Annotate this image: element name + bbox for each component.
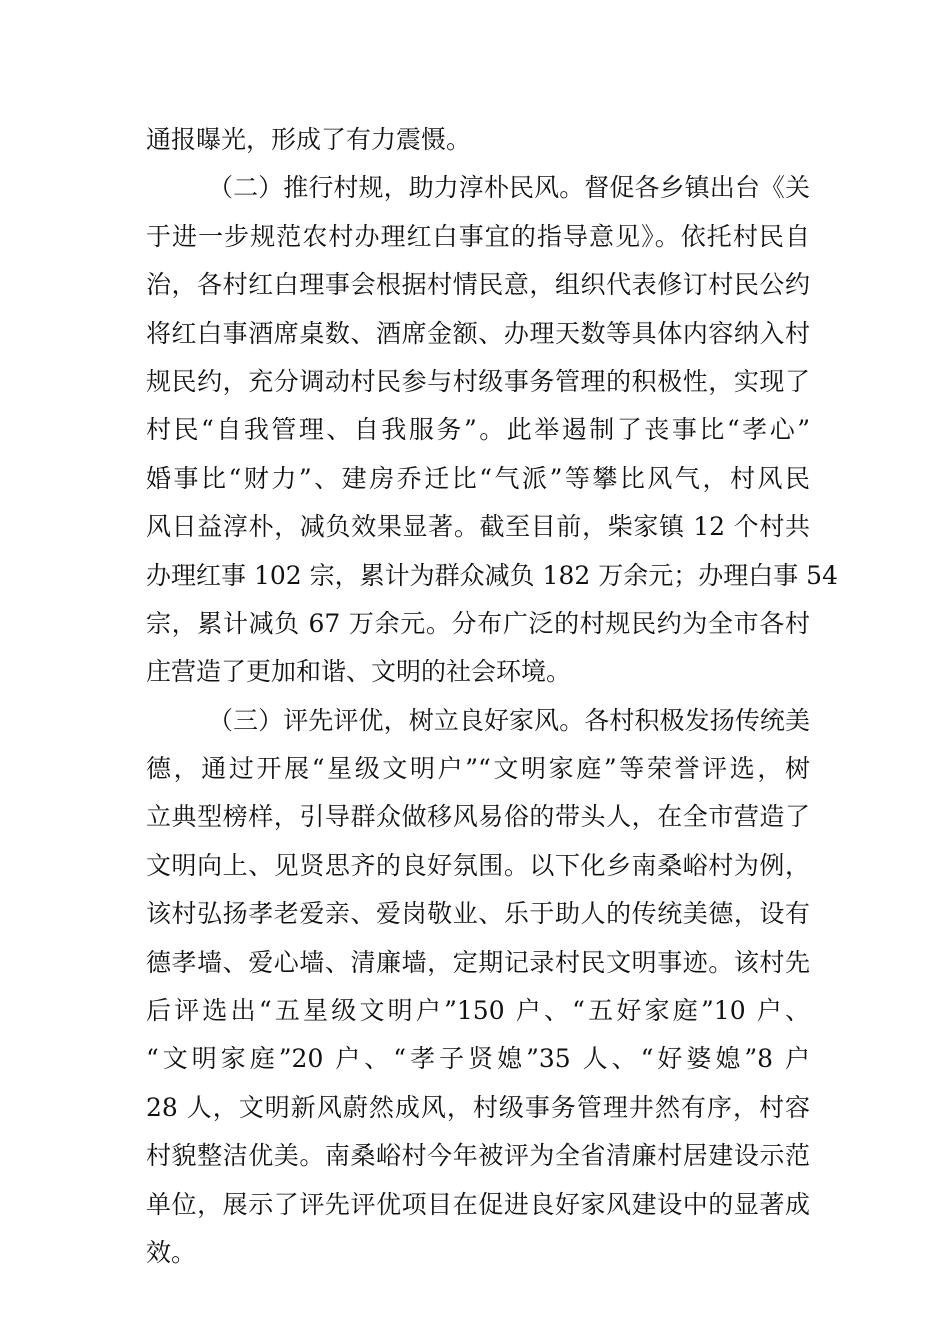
text-line: 风日益淳朴，减负效果显著。截至目前，柴家镇 12 个村共	[146, 512, 810, 542]
text-line: 村民“自我管理、自我服务”。此举遏制了丧事比“孝心”	[146, 415, 810, 445]
text-line: 办理红事 102 宗，累计为群众减负 182 万余元；办理白事 54	[146, 560, 838, 590]
text-line: 德孝墙、爱心墙、清廉墙，定期记录村民文明事迹。该村先	[146, 947, 810, 977]
text-line: 该村弘扬孝老爱亲、爱岗敬业、乐于助人的传统美德，设有	[146, 899, 810, 929]
text-line: 后评选出“五星级文明户”150 户、“五好家庭”10 户、	[146, 996, 810, 1026]
document-body	[146, 116, 838, 1277]
text-line: “文明家庭”20 户、“孝子贤媳”35 人、“好婆媳”8 户	[146, 1044, 810, 1074]
text-line: 德，通过开展“星级文明户”“文明家庭”等荣誉评选，树	[146, 754, 810, 784]
text-line: 将红白事酒席桌数、酒席金额、办理天数等具体内容纳入村	[146, 318, 810, 348]
text-line: 规民约，充分调动村民参与村级事务管理的积极性，实现了	[146, 366, 810, 396]
text-line: （三）评先评优，树立良好家风。各村积极发扬传统美	[208, 705, 810, 735]
text-line: 庄营造了更加和谐、文明的社会环境。	[146, 657, 572, 687]
text-line: 宗，累计减负 67 万余元。分布广泛的村规民约为全市各村	[146, 608, 810, 638]
text-line: 28 人，文明新风蔚然成风，村级事务管理井然有序，村容	[146, 1092, 810, 1122]
text-line: 通报曝光，形成了有力震慑。	[146, 125, 472, 154]
text-line: 治，各村红白理事会根据村情民意，组织代表修订村民公约	[146, 270, 810, 300]
text-line: 婚事比“财力”、建房乔迁比“气派”等攀比风气，村风民	[146, 463, 810, 493]
text-line: 立典型榜样，引导群众做移风易俗的带头人，在全市营造了	[146, 802, 810, 832]
text-line: 单位，展示了评先评优项目在促进良好家风建设中的显著成	[146, 1189, 810, 1219]
text-line: （二）推行村规，助力淳朴民风。督促各乡镇出台《关	[208, 173, 810, 203]
text-line: 于进一步规范农村办理红白事宜的指导意见》。依托村民自	[146, 221, 810, 251]
text-line: 效。	[146, 1237, 197, 1267]
text-line: 村貌整洁优美。南桑峪村今年被评为全省清廉村居建设示范	[146, 1141, 810, 1171]
text-line: 文明向上、见贤思齐的良好氛围。以下化乡南桑峪村为例，	[146, 850, 810, 880]
